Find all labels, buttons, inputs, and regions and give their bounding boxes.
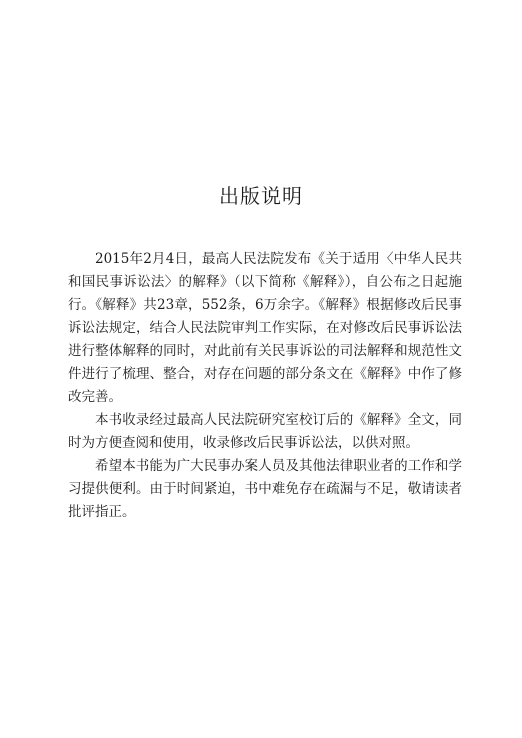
paragraph-2: 本书收录经过最高人民法院研究室校订后的《解释》全文，同时为方便查阅和使用，收录修改后民事诉讼法，以供对照。 xyxy=(68,412,462,451)
preface-body xyxy=(68,248,462,524)
paragraph-1: 2015年2月4日，最高人民法院发布《关于适用〈中华人民共和国民事诉讼法〉的解释》（以下简称《解释》），自公布之日起施行。《解释》共23章，552条，6万余字。《解释》根据修改后民事诉讼法规定，结合人民法院审判工作实际，在对修改后民事诉讼法进行整体解释的同时，对此前有关民事诉讼的司法解释和规范性文件进行了梳理、整合，对存在问题的部分条文在《解释》中作了修改完善。 xyxy=(68,251,462,405)
paragraph-3: 希望本书能为广大民事办案人员及其他法律职业者的工作和学习提供便利。由于时间紧迫，书中难免存在疏漏与不足，敬请读者批评指正。 xyxy=(68,458,462,520)
page-title: 出版说明 xyxy=(219,184,303,208)
